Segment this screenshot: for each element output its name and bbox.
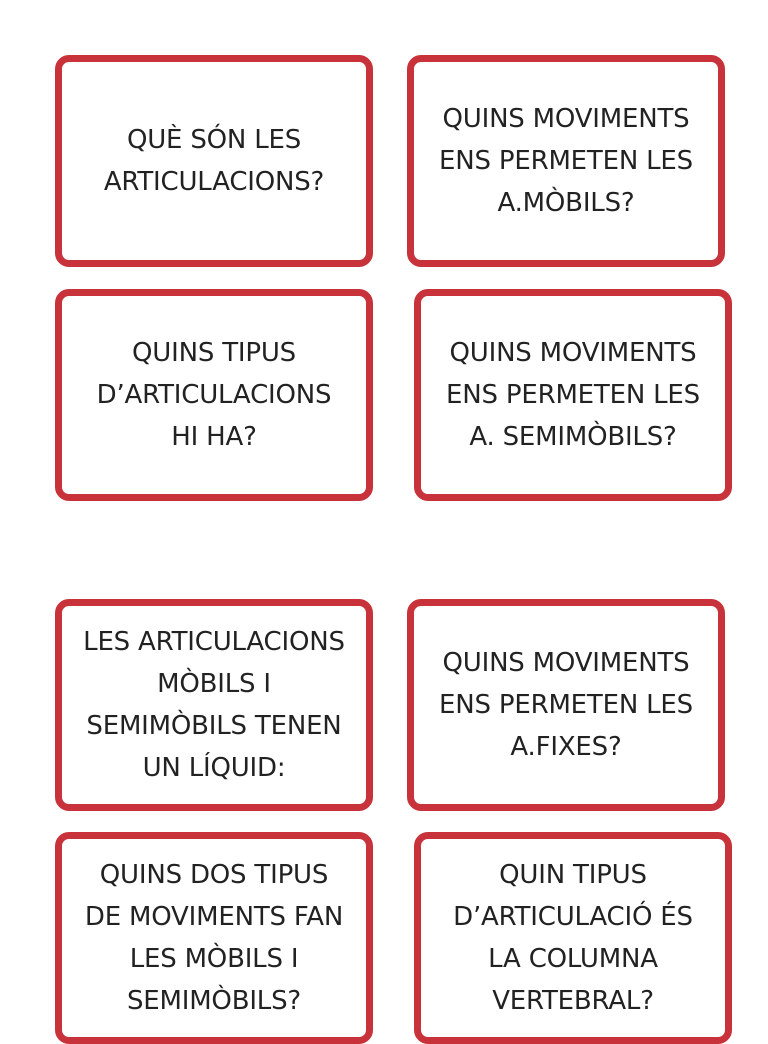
question-card-2 bbox=[407, 55, 725, 267]
question-text: QUINS TIPUS D’ARTICULACIONS HI HA? bbox=[96, 338, 332, 452]
question-card-6 bbox=[407, 599, 725, 811]
question-text: QUINS DOS TIPUS DE MOVIMENTS FAN LES MÒBILS I SEMIMÒBILS? bbox=[84, 860, 344, 1016]
question-card-5 bbox=[55, 599, 373, 811]
question-card-4 bbox=[414, 289, 732, 501]
question-text: LES ARTICULACIONS MÒBILS I SEMIMÒBILS TENEN UN LÍQUID: bbox=[83, 627, 345, 783]
question-text: QUINS MOVIMENTS ENS PERMETEN LES A.MÒBILS? bbox=[439, 104, 693, 218]
question-text: QUINS MOVIMENTS ENS PERMETEN LES A.FIXES? bbox=[439, 648, 693, 762]
question-card-8 bbox=[414, 832, 732, 1044]
question-card-7 bbox=[55, 832, 373, 1044]
question-card-1 bbox=[55, 55, 373, 267]
question-text: QUINS MOVIMENTS ENS PERMETEN LES A. SEMIMÒBILS? bbox=[446, 338, 700, 452]
question-text: QUIN TIPUS D’ARTICULACIÓ ÉS LA COLUMNA VERTEBRAL? bbox=[453, 860, 693, 1016]
question-card-3 bbox=[55, 289, 373, 501]
question-text: QUÈ SÓN LES ARTICULACIONS? bbox=[103, 125, 325, 197]
